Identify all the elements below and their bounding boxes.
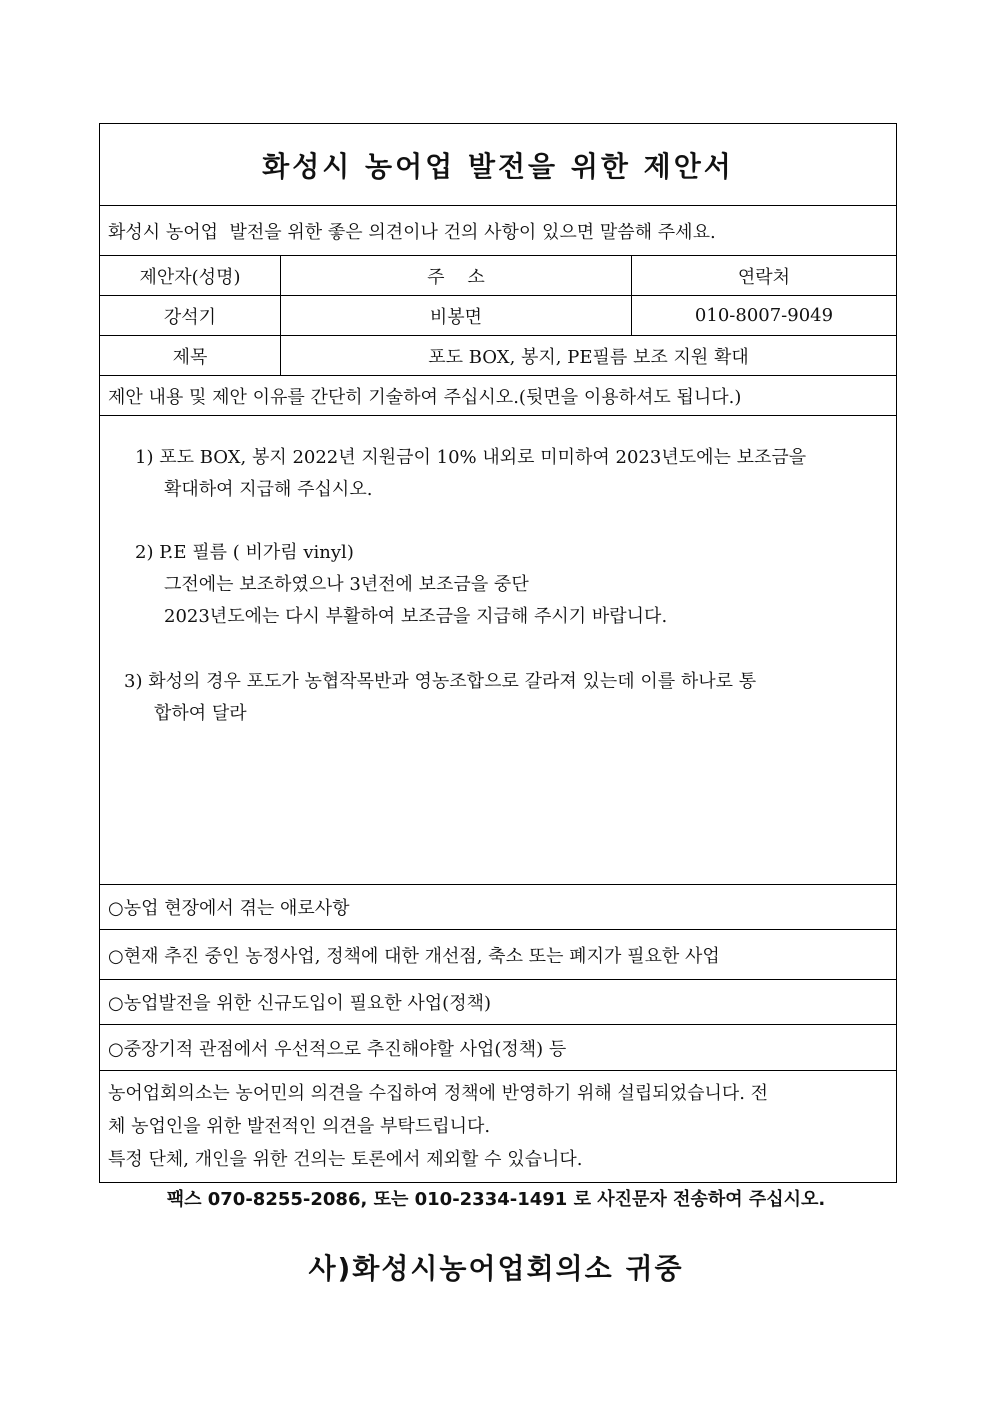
instructions-text: 제안 내용 및 제안 이유를 간단히 기술하여 주십시오.(뒷면을 이용하셔도 됩니다.): [108, 386, 742, 408]
note-line-2: 체 농업인을 위한 발전적인 의견을 부탁드립니다.: [108, 1116, 491, 1137]
content-item-2: [135, 537, 667, 633]
subject-label: 제목: [100, 336, 281, 375]
guidance-item: [100, 1025, 896, 1071]
proposer-name: 강석기: [100, 296, 281, 335]
item3-line1: 3) 화성의 경우 포도가 농협작목반과 영농조합으로 갈라져 있는데 이를 하나로 통: [124, 671, 757, 692]
proposer-address: 비봉면: [281, 296, 632, 335]
guidance-item: [100, 980, 896, 1025]
header-address: 주 소: [281, 256, 632, 295]
content-item-3: [124, 666, 756, 730]
proposal-form: [99, 123, 897, 1183]
proposer-phone: 010-8007-9049: [694, 305, 834, 326]
note-line-1: 농어업회의소는 농어민의 의견을 수집하여 정책에 반영하기 위해 설립되었습니다. 전: [108, 1083, 769, 1104]
header-contact: 연락처: [737, 266, 791, 288]
item1-line1: 1) 포도 BOX, 봉지 2022년 지원금이 10% 내외로 미미하여 2023년도에는 보조금을: [135, 447, 807, 468]
item3-line2: 합하여 달라: [154, 703, 247, 724]
guidance-text-2: ○현재 추진 중인 농정사업, 정책에 대한 개선점, 축소 또는 폐지가 필요한 사업: [108, 945, 720, 967]
guidance-text-3: ○농업발전을 위한 신규도입이 필요한 사업(정책): [108, 993, 492, 1014]
header-row: [100, 256, 896, 296]
proposer-row: [100, 296, 896, 336]
guidance-item: [100, 930, 896, 980]
guidance-text-4: ○중장기적 관점에서 우선적으로 추진해야할 사업(정책) 등: [108, 1038, 567, 1060]
instructions-row: [100, 376, 896, 416]
title-row: [100, 124, 896, 206]
item2-line3: 2023년도에는 다시 부활하여 보조금을 지급해 주시기 바랍니다.: [164, 606, 668, 627]
intro-row: [100, 206, 896, 256]
header-proposer: 제안자(성명): [100, 256, 281, 295]
footer-recipient: 사)화성시농어업회의소 귀중: [308, 1252, 684, 1285]
fax-instruction: 팩스 070-8255-2086, 또는 010-2334-1491 로 사진문자 전송하여 주십시오.: [166, 1189, 826, 1210]
note-line-3: 특정 단체, 개인을 위한 건의는 토론에서 제외할 수 있습니다.: [108, 1149, 583, 1170]
intro-text: 화성시 농어업 발전을 위한 좋은 의견이나 건의 사항이 있으면 말씀해 주세요.: [108, 221, 716, 243]
guidance-item: [100, 885, 896, 930]
item2-line2: 그전에는 보조하였으나 3년전에 보조금을 중단: [164, 574, 529, 595]
form-title: 화성시 농어업 발전을 위한 제안서: [262, 149, 734, 183]
subject-row: [100, 336, 896, 376]
proposal-content: [100, 416, 896, 885]
note-row: [100, 1071, 896, 1182]
guidance-text-1: ○농업 현장에서 겪는 애로사항: [108, 898, 350, 919]
subject-value: 포도 BOX, 봉지, PE필름 보조 지원 확대: [428, 346, 749, 368]
item2-line1: 2) P.E 필름 ( 비가림 vinyl): [135, 542, 354, 563]
item1-line2: 확대하여 지급해 주십시오.: [164, 479, 373, 500]
content-item-1: [135, 442, 806, 506]
